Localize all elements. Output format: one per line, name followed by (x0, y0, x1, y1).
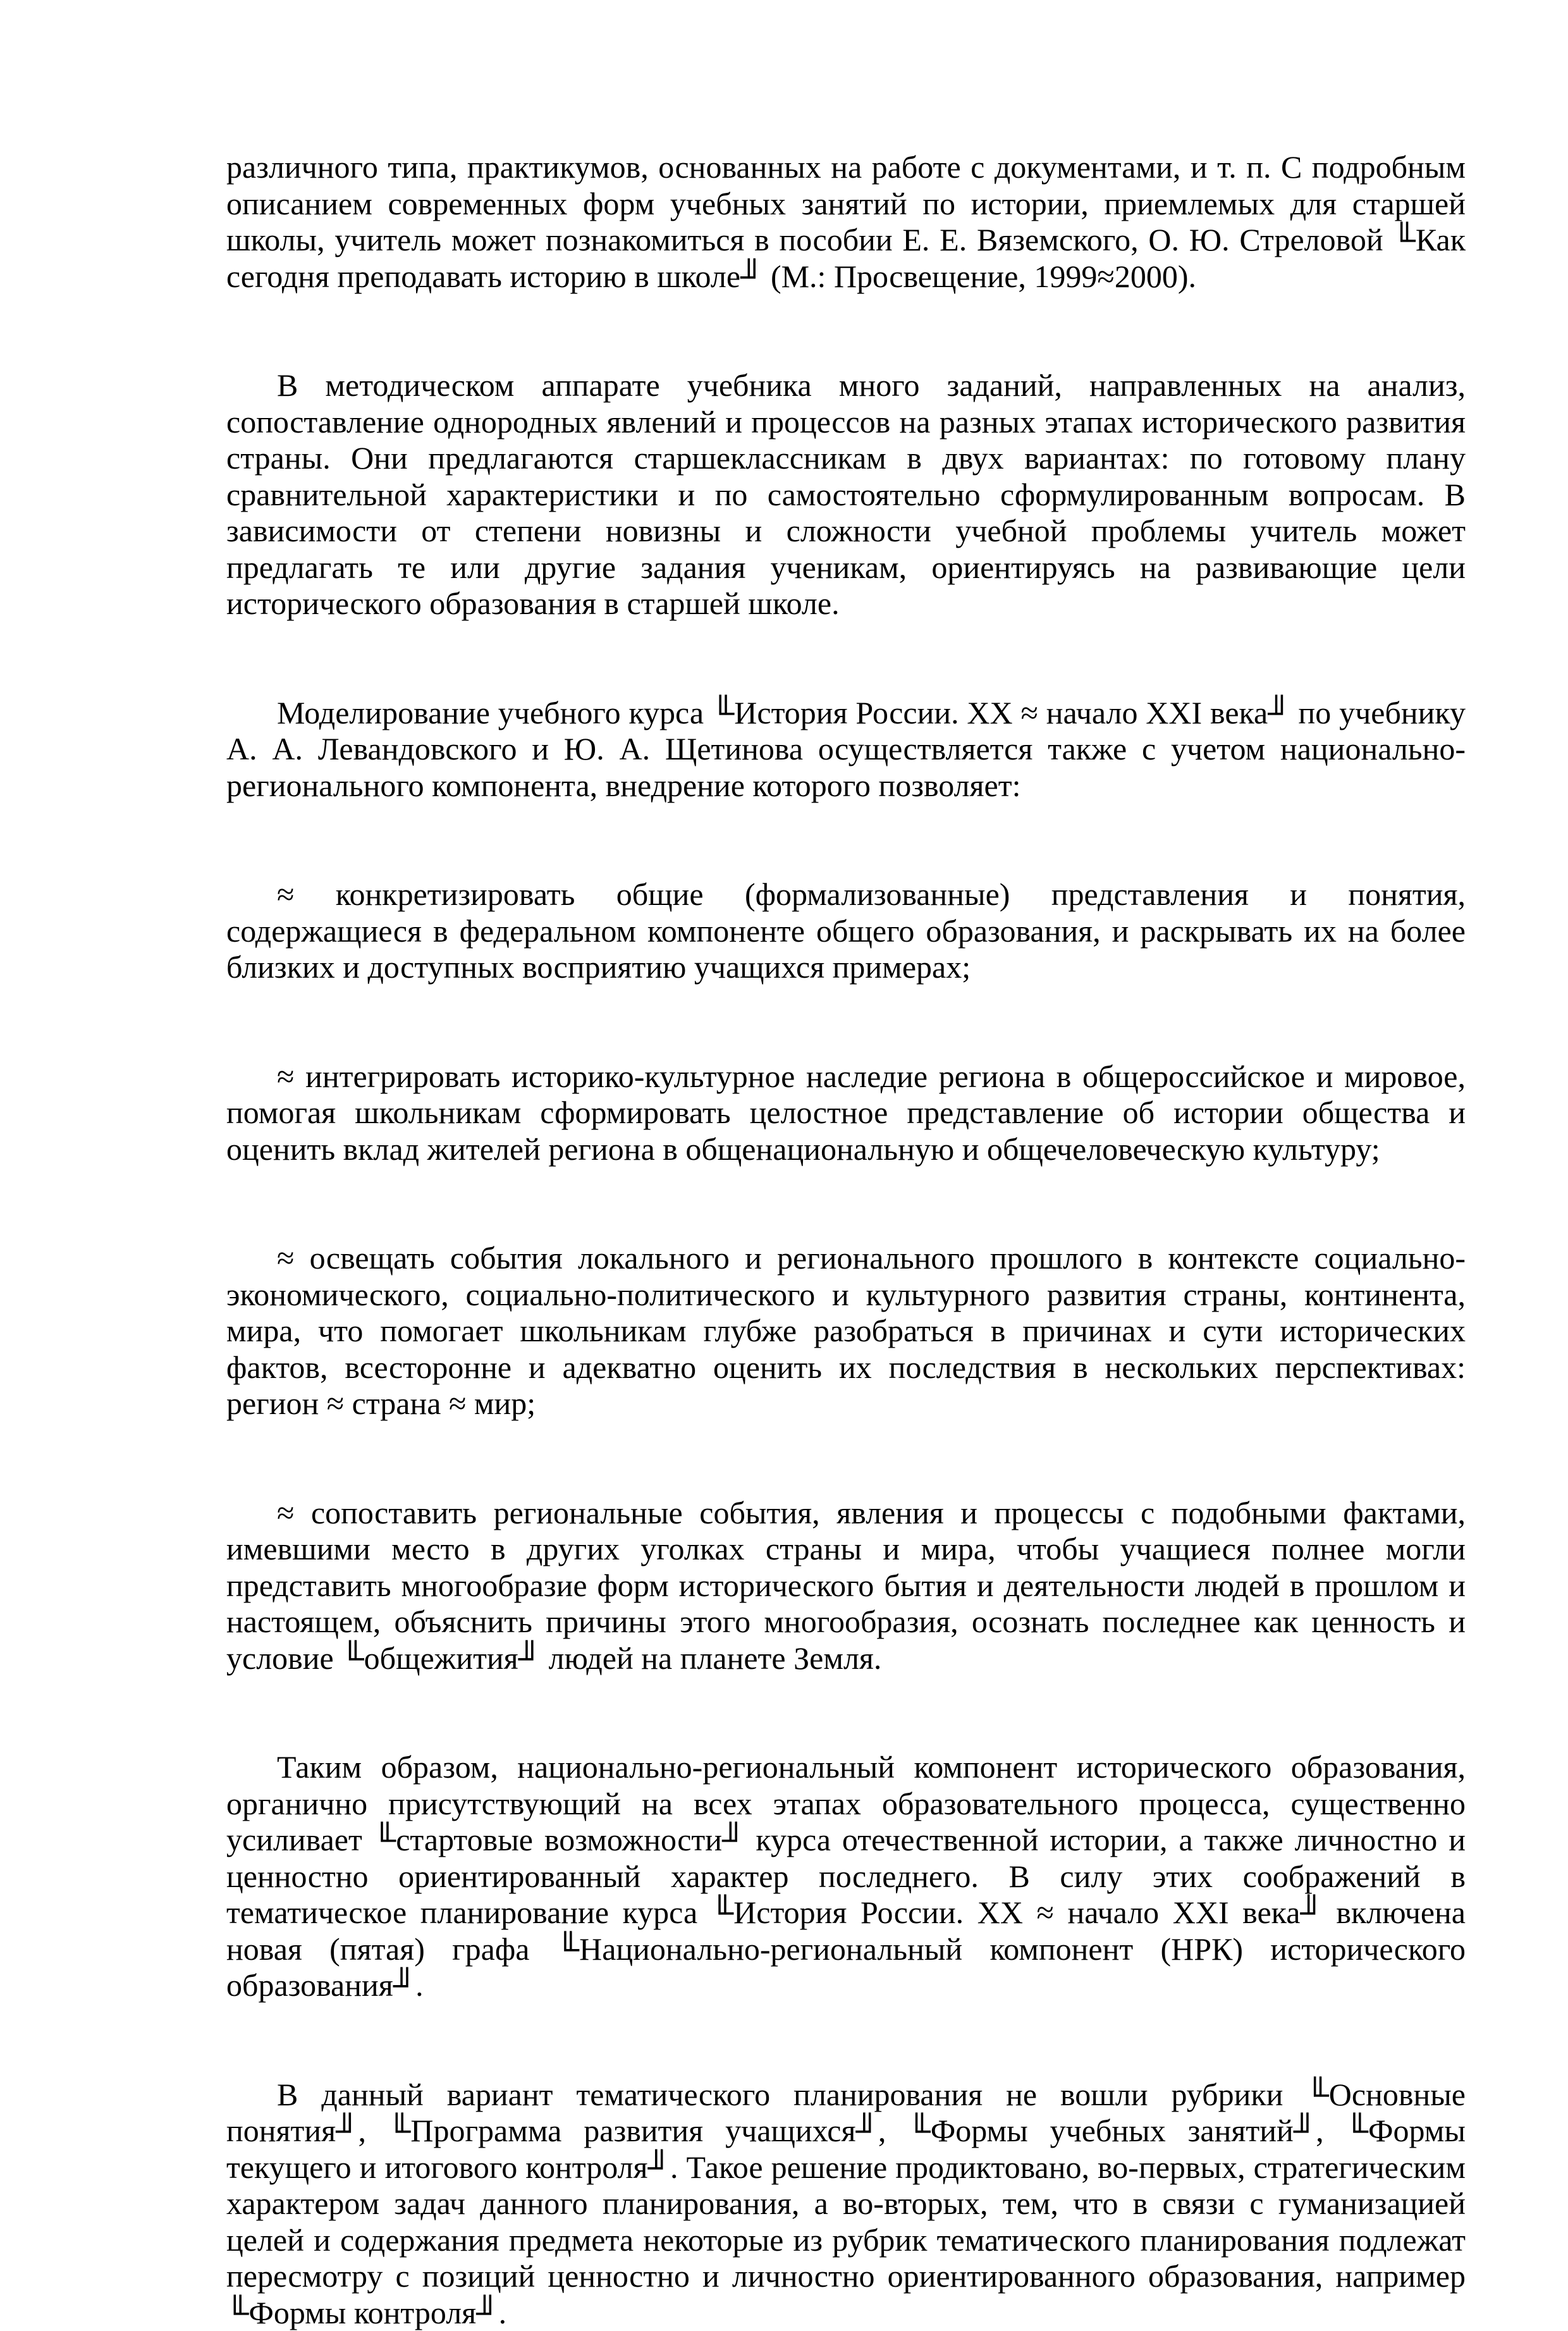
paragraph-continuation: различного типа, практикумов, основанных на работе с документами, и т. п. С подробным описанием современных форм учебных занятий по истории, приемлемых для старшей школы, учитель может познакомиться в пособии Е. Е. Вяземского, О. Ю. Стреловой ╙Как сегодня преподавать историю в школе╜ (М.: Просвещение, 1999≈2000). (226, 149, 1466, 295)
list-item-concretize: ≈ конкретизировать общие (формализованные) представления и понятия, содержащиеся в федеральном компоненте общего образования, и раскрывать их на более близких и доступных восприятию учащихся примерах; (226, 876, 1466, 986)
paragraph-course-modeling: Моделирование учебного курса ╙История России. XX ≈ начало XXI века╜ по учебнику А. А. Левандовского и Ю. А. Щетинова осуществляется также с учетом национально-регионального компонента, внедрение которого позволяет: (226, 695, 1466, 804)
list-item-illuminate: ≈ освещать события локального и регионального прошлого в контексте социально-экономического, социально-политического и культурного развития страны, континента, мира, что помогает школьникам глубже разобраться в причинах и сути исторических фактов, всесторонне и адекватно оценить их последствия в нескольких перспективах: регион ≈ страна ≈ мир; (226, 1240, 1466, 1422)
paragraph-excluded-rubrics: В данный вариант тематического планирования не вошли рубрики ╙Основные понятия╜, ╙Программа развития учащихся╜, ╙Формы учебных занятий╜, ╙Формы текущего и итогового контроля╜. Такое решение продиктовано, во-первых, стратегическим характером задач данного планирования, а во-вторых, тем, что в связи с гуманизацией целей и содержания предмета некоторые из рубрик тематического планирования подлежат пересмотру с позиций ценностно и личностно ориентированного образования, например ╙Формы контроля╜. (226, 2077, 1466, 2331)
document-page (226, 149, 1466, 2331)
paragraph-conclusion: Таким образом, национально-региональный компонент исторического образования, органично присутствующий на всех этапах образовательного процесса, существенно усиливает ╙стартовые возможности╜ курса отечественной истории, а также личностно и ценностно ориентированный характер последнего. В силу этих соображений в тематическое планирование курса ╙История России. XX ≈ начало XXI века╜ включена новая (пятая) графа ╙Национально-региональный компонент (НРК) исторического образования╜. (226, 1749, 1466, 2004)
list-item-integrate: ≈ интегрировать историко-культурное наследие региона в общероссийское и мировое, помогая школьникам сформировать целостное представление об истории общества и оценить вклад жителей региона в общенациональную и общечеловеческую культуру; (226, 1059, 1466, 1168)
paragraph-methodology: В методическом аппарате учебника много заданий, направленных на анализ, сопоставление однородных явлений и процессов на разных этапах исторического развития страны. Они предлагаются старшеклассникам в двух вариантах: по готовому плану сравнительной характеристики и по самостоятельно сформулированным вопросам. В зависимости от степени новизны и сложности учебной проблемы учитель может предлагать те или другие задания ученикам, ориентируясь на развивающие цели исторического образования в старшей школе. (226, 367, 1466, 622)
list-item-compare: ≈ сопоставить региональные события, явления и процессы с подобными фактами, имевшими место в других уголках страны и мира, чтобы учащиеся полнее могли представить многообразие форм исторического бытия и деятельности людей в прошлом и настоящем, объяснить причины этого многообразия, осознать последнее как ценность и условие ╙общежития╜ людей на планете Земля. (226, 1495, 1466, 1677)
